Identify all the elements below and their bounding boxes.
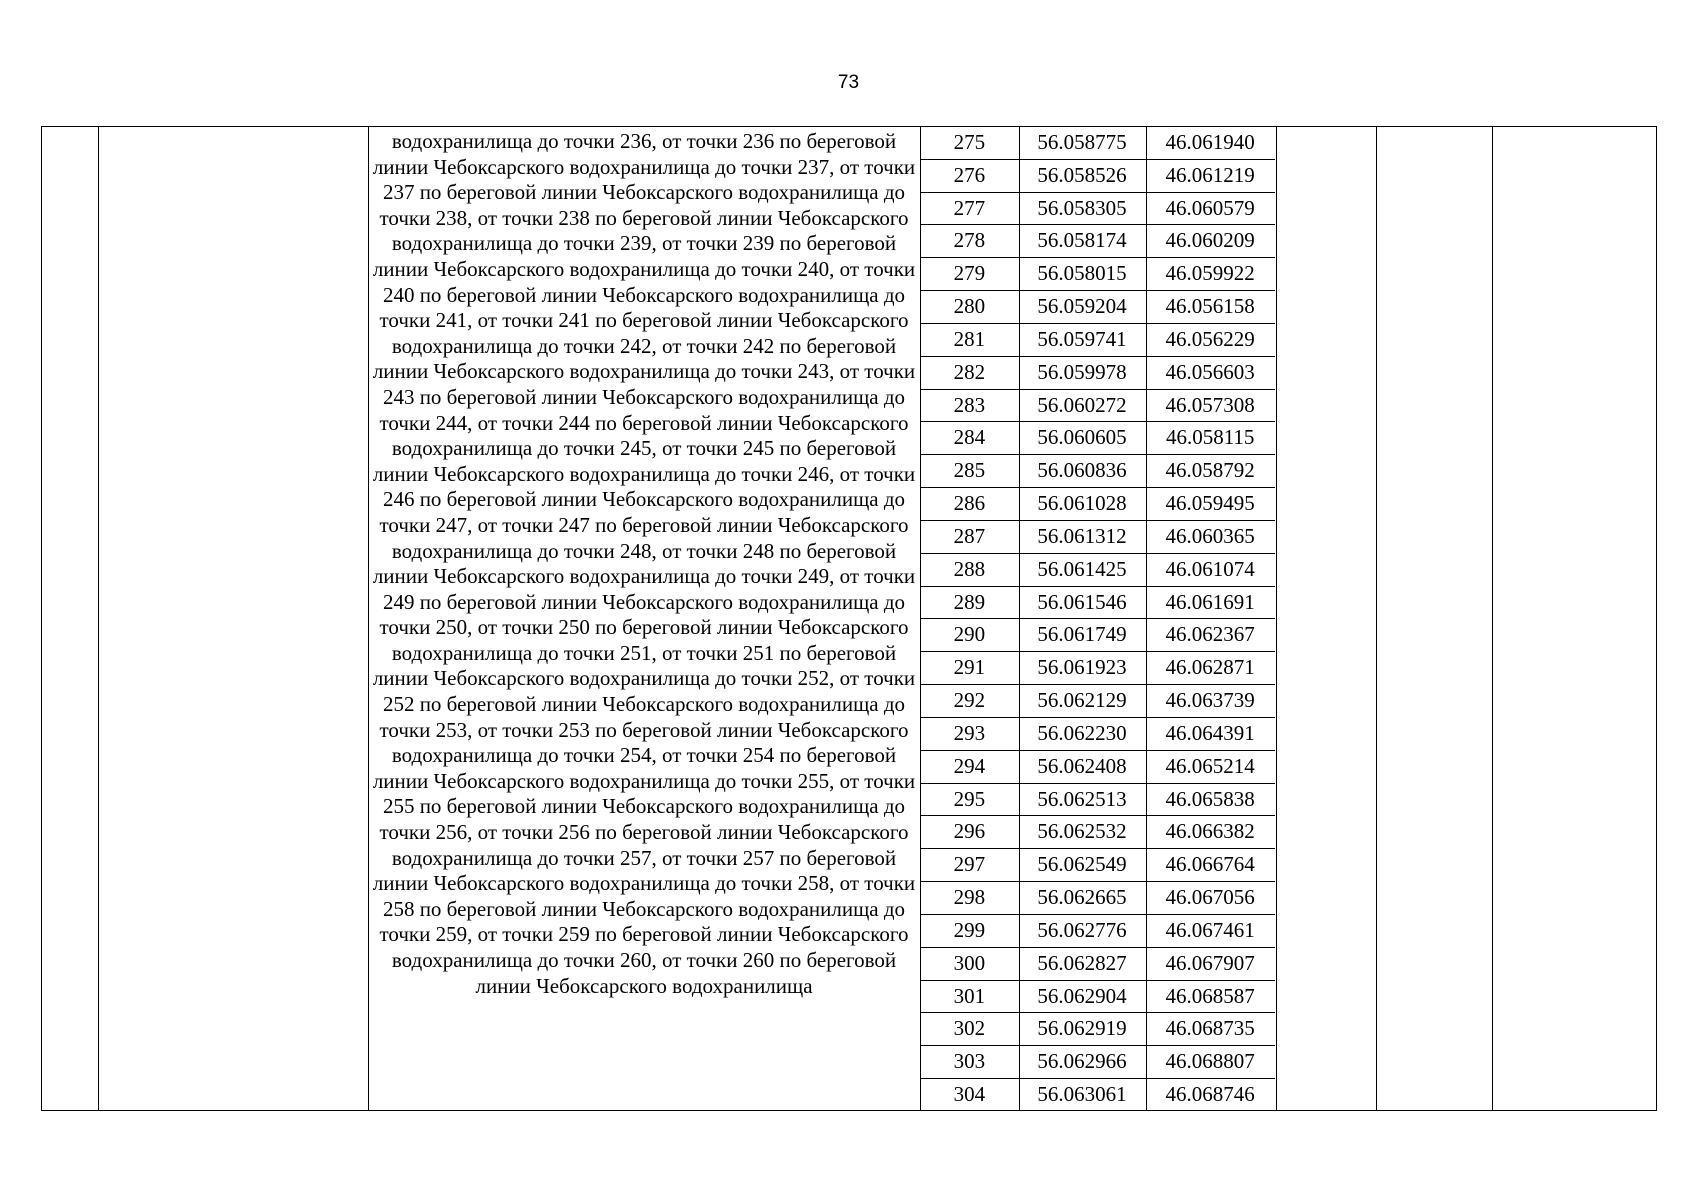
table-row: [920, 160, 1275, 193]
longitude-value: 46.058115: [1165, 425, 1255, 450]
longitude-value: 46.065214: [1165, 753, 1255, 778]
point-number: 294: [953, 753, 986, 778]
longitude-value: 46.066382: [1165, 819, 1255, 844]
longitude-value: 46.068587: [1165, 983, 1255, 1008]
point-number: 288: [953, 556, 986, 581]
table-row: [920, 718, 1275, 751]
point-number: 281: [953, 326, 986, 351]
table-row: [920, 488, 1275, 521]
longitude-value: 46.067907: [1165, 950, 1255, 975]
table-row: [920, 127, 1275, 160]
table-row: [920, 751, 1275, 784]
point-number: 301: [953, 983, 986, 1008]
table-row: [920, 849, 1275, 882]
column-divider: [1492, 127, 1493, 1110]
point-number: 302: [953, 1016, 986, 1041]
point-number: 295: [953, 786, 986, 811]
point-number: 300: [953, 950, 986, 975]
table-row: [920, 1013, 1275, 1046]
longitude-value: 46.067056: [1165, 885, 1255, 910]
latitude-value: 56.062532: [1037, 819, 1127, 844]
latitude-value: 56.060836: [1037, 458, 1127, 483]
table-row: [920, 652, 1275, 685]
longitude-value: 46.057308: [1165, 392, 1255, 417]
longitude-value: 46.061691: [1165, 589, 1255, 614]
boundary-table: [41, 126, 1657, 1111]
page-number: 73: [837, 72, 860, 93]
point-number: 299: [953, 917, 986, 942]
table-row: [920, 981, 1275, 1014]
latitude-value: 56.058015: [1037, 261, 1127, 286]
latitude-value: 56.058775: [1037, 130, 1127, 154]
point-number: 286: [953, 491, 986, 516]
point-number: 289: [953, 589, 986, 614]
longitude-value: 46.063739: [1165, 688, 1255, 713]
point-number: 285: [953, 458, 986, 483]
longitude-value: 46.068807: [1165, 1049, 1255, 1074]
longitude-value: 46.068746: [1165, 1082, 1255, 1107]
longitude-value: 46.060209: [1165, 228, 1255, 253]
latitude-value: 56.062904: [1037, 983, 1127, 1008]
table-row: [920, 357, 1275, 390]
latitude-value: 56.062230: [1037, 720, 1127, 745]
longitude-value: 46.061219: [1165, 162, 1255, 187]
longitude-value: 46.060365: [1165, 523, 1255, 548]
longitude-value: 46.062367: [1165, 622, 1255, 647]
column-divider: [1376, 127, 1377, 1110]
boundary-description: водохранилища до точки 236, от точки 236 по береговой линии Чебоксарского водохранилища до точки 237, от точки 237 по береговой линии Чебоксарского водохранилища до точки 238, от точки 238 по береговой линии Чебоксарского водохранилища до точки 239, от точки 239 по береговой линии Чебоксарского водохранилища до точки 240, от точки 240 по береговой линии Чебоксарского водохранилища до точки 241, от точки 241 по береговой линии Чебоксарского водохранилища до точки 242, от точки 242 по береговой линии Чебоксарского водохранилища до точки 243, от точки 243 по береговой линии Чебоксарского водохранилища до точки 244, от точки 244 по береговой линии Чебоксарского водохранилища до точки 245, от точки 245 по береговой линии Чебоксарского водохранилища до точки 246, от точки 246 по береговой линии Чебоксарского водохранилища до точки 247, от точки 247 по береговой линии Чебоксарского водохранилища до точки 248, от точки 248 по береговой линии Чебоксарского водохранилища до точки 249, от точки 249 по береговой линии Чебоксарского водохранилища до точки 250, от точки 250 по береговой линии Чебоксарского водохранилища до точки 251, от точки 251 по береговой линии Чебоксарского водохранилища до точки 252, от точки 252 по береговой линии Чебоксарского водохранилища до точки 253, от точки 253 по береговой линии Чебоксарского водохранилища до точки 254, от точки 254 по береговой линии Чебоксарского водохранилища до точки 255, от точки 255 по береговой линии Чебоксарского водохранилища до точки 256, от точки 256 по береговой линии Чебоксарского водохранилища до точки 257, от точки 257 по береговой линии Чебоксарского водохранилища до точки 258, от точки 258 по береговой линии Чебоксарского водохранилища до точки 259, от точки 259 по береговой линии Чебоксарского водохранилища до точки 260, от точки 260 по береговой линии Чебоксарского водохранилища: [372, 129, 916, 998]
point-number: 280: [953, 294, 986, 319]
latitude-value: 56.061923: [1037, 655, 1127, 680]
latitude-value: 56.063061: [1037, 1082, 1127, 1107]
latitude-value: 56.061028: [1037, 491, 1127, 516]
table-row: [920, 390, 1275, 423]
longitude-value: 46.056229: [1165, 326, 1255, 351]
point-number: 292: [953, 688, 986, 713]
table-row: [920, 915, 1275, 948]
point-number: 277: [953, 195, 986, 220]
point-number: 298: [953, 885, 986, 910]
point-number: 283: [953, 392, 986, 417]
point-number: 296: [953, 819, 986, 844]
coordinate-list: [920, 127, 1275, 1112]
longitude-value: 46.066764: [1165, 852, 1255, 877]
latitude-value: 56.061312: [1037, 523, 1127, 548]
column-divider: [1276, 127, 1277, 1110]
point-number: 290: [953, 622, 986, 647]
longitude-value: 46.067461: [1165, 917, 1255, 942]
latitude-value: 56.058174: [1037, 228, 1127, 253]
table-row: [920, 291, 1275, 324]
longitude-value: 46.058792: [1165, 458, 1255, 483]
latitude-value: 56.062827: [1037, 950, 1127, 975]
latitude-value: 56.062408: [1037, 753, 1127, 778]
point-number: 278: [953, 228, 986, 253]
longitude-value: 46.056158: [1165, 294, 1255, 319]
table-row: [920, 422, 1275, 455]
latitude-value: 56.058526: [1037, 162, 1127, 187]
latitude-value: 56.059978: [1037, 359, 1127, 384]
table-row: [920, 1046, 1275, 1079]
latitude-value: 56.059741: [1037, 326, 1127, 351]
longitude-value: 46.068735: [1165, 1016, 1255, 1041]
longitude-value: 46.064391: [1165, 720, 1255, 745]
point-number: 279: [953, 261, 986, 286]
table-row: [920, 587, 1275, 620]
latitude-value: 56.060605: [1037, 425, 1127, 450]
table-row: [920, 225, 1275, 258]
longitude-value: 46.060579: [1165, 195, 1255, 220]
latitude-value: 56.058305: [1037, 195, 1127, 220]
point-number: 284: [953, 425, 986, 450]
point-number: 275: [953, 130, 986, 154]
table-row: [920, 882, 1275, 915]
latitude-value: 56.062776: [1037, 917, 1127, 942]
longitude-value: 46.059922: [1165, 261, 1255, 286]
column-divider: [98, 127, 99, 1110]
longitude-value: 46.061074: [1165, 556, 1255, 581]
table-row: [920, 948, 1275, 981]
table-row: [920, 1079, 1275, 1112]
table-row: [920, 258, 1275, 291]
table-row: [920, 784, 1275, 817]
latitude-value: 56.060272: [1037, 392, 1127, 417]
table-row: [920, 455, 1275, 488]
latitude-value: 56.062665: [1037, 885, 1127, 910]
latitude-value: 56.062549: [1037, 852, 1127, 877]
point-number: 304: [953, 1082, 986, 1107]
latitude-value: 56.061546: [1037, 589, 1127, 614]
point-number: 276: [953, 162, 986, 187]
table-row: [920, 193, 1275, 226]
longitude-value: 46.056603: [1165, 359, 1255, 384]
longitude-value: 46.059495: [1165, 491, 1255, 516]
latitude-value: 56.062513: [1037, 786, 1127, 811]
point-number: 293: [953, 720, 986, 745]
table-row: [920, 619, 1275, 652]
latitude-value: 56.059204: [1037, 294, 1127, 319]
latitude-value: 56.062966: [1037, 1049, 1127, 1074]
table-row: [920, 324, 1275, 357]
longitude-value: 46.061940: [1165, 130, 1255, 154]
longitude-value: 46.065838: [1165, 786, 1255, 811]
longitude-value: 46.062871: [1165, 655, 1255, 680]
point-number: 297: [953, 852, 986, 877]
table-row: [920, 816, 1275, 849]
latitude-value: 56.062129: [1037, 688, 1127, 713]
latitude-value: 56.061425: [1037, 556, 1127, 581]
point-number: 282: [953, 359, 986, 384]
latitude-value: 56.062919: [1037, 1016, 1127, 1041]
point-number: 303: [953, 1049, 986, 1074]
table-row: [920, 521, 1275, 554]
table-row: [920, 554, 1275, 587]
latitude-value: 56.061749: [1037, 622, 1127, 647]
point-number: 287: [953, 523, 986, 548]
table-row: [920, 685, 1275, 718]
point-number: 291: [953, 655, 986, 680]
